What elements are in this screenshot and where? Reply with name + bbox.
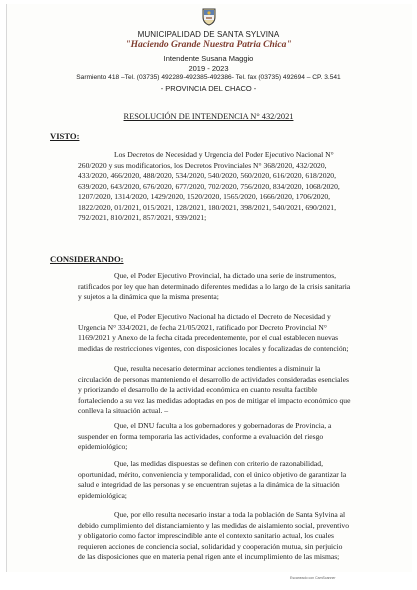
province-name: - PROVINCIA DEL CHACO -	[160, 84, 257, 93]
considerando-paragraph	[78, 364, 383, 417]
mayor-name: Intendente Susana Maggio	[163, 54, 254, 63]
considerando-paragraph	[78, 421, 383, 453]
considerando-heading: CONSIDERANDO:	[50, 254, 124, 264]
considerando-paragraph	[78, 271, 383, 303]
scanner-watermark: Escaneado con CamScanner	[290, 576, 336, 580]
paragraph-line: Que, el Poder Ejecutivo Provincial, ha dictado una serie de instrumentos,	[114, 271, 337, 280]
paragraph-line: conlleva la situación actual. –	[78, 406, 169, 415]
considerando-paragraph	[78, 312, 383, 354]
visto-heading: VISTO:	[50, 131, 80, 141]
considerando-paragraph	[78, 459, 383, 501]
paragraph-line: ratificados por ley que han determinado diferentes medidas a lo largo de la crisis sanitaria	[78, 281, 351, 291]
term-years: 2019 - 2023	[188, 64, 229, 73]
visto-line: 260/2020 y sus modificatorios, los Decretos Provinciales N° 368/2020, 432/2020,	[78, 160, 327, 170]
paragraph-line: de las disposiciones que en materia penal rigen ante el incumplimiento de las mismas;	[78, 552, 340, 561]
paragraph-line: circulación de personas manteniendo el desarrollo de actividades consideradas esenciales	[78, 374, 349, 384]
paragraph-line: oportunidad, mérito, conveniencia y temporalidad, con el único objetivo de garantizar la	[78, 469, 347, 479]
paragraph-line: medidas de restricciones vigentes, con disposiciones locales y focalizadas de contención;	[78, 343, 349, 353]
paragraph-line: requieren acciones de conciencia social, solidaridad y cooperación mutua, sin perjuicio	[78, 541, 343, 551]
paragraph-line: 1169/2021 y Anexo de la fecha citada precedentemente, por el cual establecen nuevas	[78, 333, 339, 342]
paragraph-line: fortaleciendo a su vez las medidas adoptadas en pos de mitigar el impacto económico que	[78, 395, 351, 405]
visto-line: 639/2020, 643/2020, 676/2020, 677/2020, 702/2020, 756/2020, 834/2020, 1068/2020,	[78, 181, 340, 191]
paragraph-line: epidemiológico;	[78, 442, 128, 451]
paragraph-line: debido cumplimiento del distanciamiento y las medidas de aislamiento social, preventivo	[78, 520, 349, 530]
paragraph-line: epidemiológica;	[78, 490, 127, 500]
paragraph-line: y sujetos a la dinámica que la misma presenta;	[78, 292, 219, 301]
paragraph-line: Que, las medidas dispuestas se definen con criterio de razonabilidad,	[114, 459, 323, 468]
resolution-title: RESOLUCIÓN DE INTENDENCIA N° 432/2021	[123, 112, 294, 121]
visto-line: 433/2020, 466/2020, 488/2020, 534/2020, 540/2020, 560/2020, 616/2020, 618/2020,	[78, 171, 336, 180]
visto-line: 1207/2020, 1314/2020, 1429/2020, 1520/2020, 1565/2020, 1666/2020, 1706/2020,	[78, 192, 331, 201]
paragraph-line: suspender en forma temporaria las actividades, conforme a evaluación del riesgo	[78, 431, 324, 441]
visto-paragraph	[78, 150, 383, 224]
visto-line: Los Decretos de Necesidad y Urgencia del Poder Ejecutivo Nacional N°	[114, 150, 334, 159]
visto-line: 1822/2020, 01/2021, 015/2021, 128/2021, 180/2021, 398/2021, 540/2021, 690/2021,	[78, 202, 336, 212]
paragraph-line: Urgencia N° 334/2021, de fecha 21/05/2021, ratificado por Decreto Provincial N°	[78, 322, 327, 332]
paragraph-line: y obligatorio como factor imprescindible ante el contexto sanitario actual, los cuales	[78, 531, 334, 540]
contact-address: Sarmiento 418 –Tel. (03735) 492289-492385-492386- Tel. fax (03735) 492694 – CP. 3.541	[76, 74, 341, 81]
paragraph-line: y priorizando el desarrollo de la actividad económica en cuanto resulta factible	[78, 385, 318, 394]
paragraph-line: Que, el DNU faculta a los gobernadores y gobernadoras de Provincia, a	[114, 421, 332, 430]
paragraph-line: Que, el Poder Ejecutivo Nacional ha dictado el Decreto de Necesidad y	[114, 312, 331, 321]
visto-line: 792/2021, 810/2021, 857/2021, 939/2021;	[78, 213, 207, 222]
municipality-name: MUNICIPALIDAD DE SANTA SYLVINA	[137, 30, 280, 39]
municipal-crest-icon	[201, 7, 217, 26]
paragraph-line: Que, resulta necesario determinar acciones tendientes a disminuir la	[114, 364, 321, 373]
paragraph-line: Que, por ello resulta necesario instar a toda la población de Santa Sylvina al	[114, 510, 346, 519]
considerando-paragraph	[78, 510, 383, 563]
municipal-motto: "Haciendo Grande Nuestra Patria Chica"	[125, 40, 292, 50]
paragraph-line: salud e integridad de las personas y se encuentran sujetas a la dinámica de la situación	[78, 480, 340, 489]
